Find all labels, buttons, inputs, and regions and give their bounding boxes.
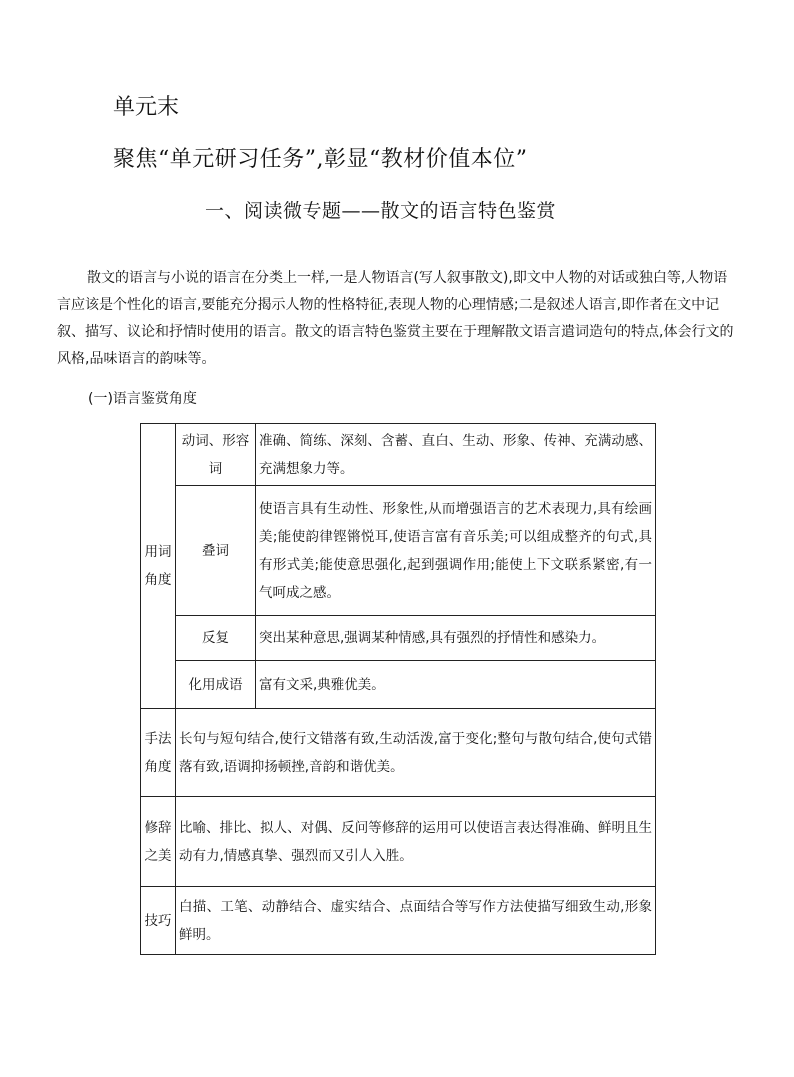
unit-title: 单元末 bbox=[113, 95, 180, 120]
word-angle-label: 用词角度 bbox=[141, 424, 176, 709]
row-label-idiom: 化用成语 bbox=[176, 661, 256, 709]
technique-desc: 长句与短句结合,使行文错落有致,生动活泼,富于变化;整句与散句结合,使句式错落有致,语调抑扬顿挫,音韵和谐优美。 bbox=[176, 709, 656, 797]
row-desc-repetition: 突出某种意思,强调某种情感,具有强烈的抒情性和感染力。 bbox=[256, 616, 656, 661]
table-row bbox=[141, 486, 656, 616]
row-label-verb-adj: 动词、形容词 bbox=[176, 424, 256, 486]
row-desc-idiom: 富有文采,典雅优美。 bbox=[256, 661, 656, 709]
table-row bbox=[141, 797, 656, 887]
row-desc-verb-adj: 准确、简练、深刻、含蓄、直白、生动、形象、传神、充满动感、充满想象力等。 bbox=[256, 424, 656, 486]
table-row bbox=[141, 887, 656, 955]
table-row bbox=[141, 661, 656, 709]
rhetoric-desc: 比喻、排比、拟人、对偶、反问等修辞的运用可以使语言表达得准确、鲜明且生动有力,情感真挚、强烈而又引人入胜。 bbox=[176, 797, 656, 887]
table-row bbox=[141, 424, 656, 486]
table-row bbox=[141, 709, 656, 797]
section-label: (一)语言鉴赏角度 bbox=[88, 391, 197, 407]
skill-label: 技巧 bbox=[141, 887, 176, 955]
main-title: 聚焦“单元研习任务”,彰显“教材价值本位” bbox=[113, 147, 528, 172]
intro-paragraph: 散文的语言与小说的语言在分类上一样,一是人物语言(写人叙事散文),即文中人物的对话或独白等,人物语言应该是个性化的语言,要能充分揭示人物的性格特征,表现人物的心理情感;二是叙述人语言,即作者在文中记叙、描写、议论和抒情时使用的语言。散文的语言特色鉴赏主要在于理解散文语言遣词造句的特点,体会行文的风格,品味语言的韵味等。 bbox=[57, 270, 734, 367]
rhetoric-label: 修辞之美 bbox=[141, 797, 176, 887]
technique-label: 手法角度 bbox=[141, 709, 176, 797]
row-desc-reduplication: 使语言具有生动性、形象性,从而增强语言的艺术表现力,具有绘画美;能使韵律铿锵悦耳,使语言富有音乐美;可以组成整齐的句式,具有形式美;能使意思强化,起到强调作用;能使上下文联系紧密,有一气呵成之感。 bbox=[256, 486, 656, 616]
appreciation-table bbox=[140, 423, 656, 955]
row-label-reduplication: 叠词 bbox=[176, 486, 256, 616]
table-row bbox=[141, 616, 656, 661]
row-label-repetition: 反复 bbox=[176, 616, 256, 661]
skill-desc: 白描、工笔、动静结合、虚实结合、点面结合等写作方法使描写细致生动,形象鲜明。 bbox=[176, 887, 656, 955]
sub-title: 一、阅读微专题——散文的语言特色鉴赏 bbox=[205, 200, 557, 222]
